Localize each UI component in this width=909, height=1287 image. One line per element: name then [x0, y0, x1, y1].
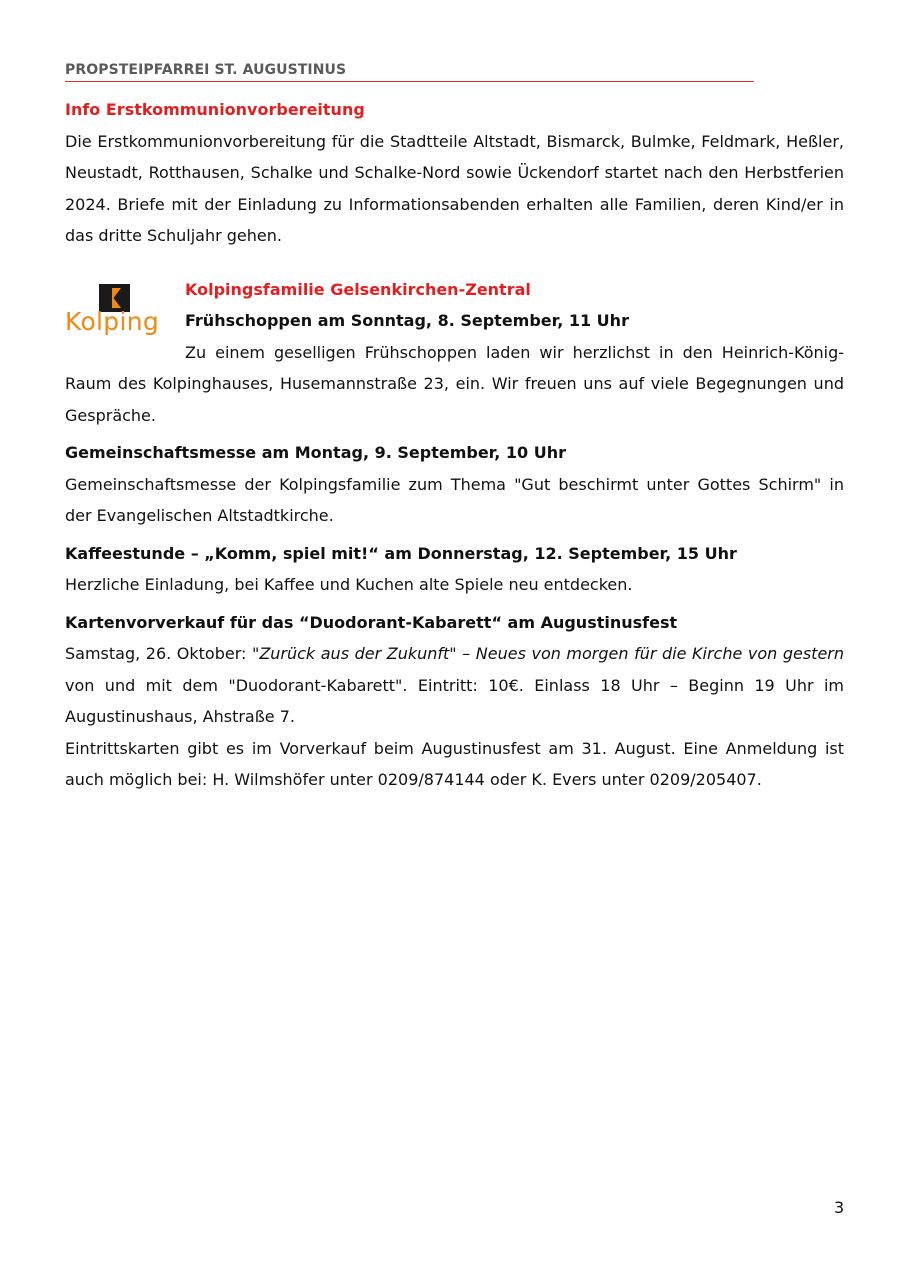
event-body-tickets: Eintrittskarten gibt es im Vorverkauf beim Augustinusfest am 31. August. Eine Anmeldung ist auch möglich bei: H. Wilmshöfer unter 0209/874144 oder K. Evers unter 0209/205407.	[65, 738, 844, 789]
event-body-gemeinschaftsmesse: Gemeinschaftsmesse der Kolpingsfamilie zum Thema "Gut beschirmt unter Gottes Schirm" in der Evangelischen Altstadtkirche.	[65, 474, 844, 525]
event-heading-kartenvorverkauf: Kartenvorverkauf für das “Duodorant-Kabarett“ am Augustinusfest	[65, 612, 678, 632]
kolping-logo-text: Kolping	[65, 306, 160, 336]
section-body-erstkommunion: Die Erstkommunionvorbereitung für die Stadtteile Altstadt, Bismarck, Bulmke, Feldmark, Heßler, Neustadt, Rotthausen, Schalke und Schalke-Nord sowie Ückendorf startet nach den Herbstferien 2024. Briefe mit der Einladung zu Informationsabenden erhalten alle Familien, deren Kind/er in das dritte Schuljahr gehen.	[65, 131, 844, 245]
kolping-logo	[65, 274, 185, 364]
section-title-erstkommunion: Info Erstkommunionvorbereitung	[65, 100, 365, 119]
event-body-suffix: von und mit dem "Duodorant-Kabarett". Eintritt: 10€. Einlass 18 Uhr – Beginn 19 Uhr im Augustinushaus, Ahstraße 7.	[65, 675, 844, 726]
kolping-section	[65, 274, 844, 432]
event-heading-fruehschoppen: Frühschoppen am Sonntag, 8. September, 11 Uhr	[185, 311, 629, 330]
kolping-title: Kolpingsfamilie Gelsenkirchen-Zentral	[185, 279, 531, 299]
event-body-kaffeestunde: Herzliche Einladung, bei Kaffee und Kuchen alte Spiele neu entdecken.	[65, 575, 633, 594]
page-header: PROPSTEIPFARREI ST. AUGUSTINUS	[65, 61, 754, 82]
event-heading-gemeinschaftsmesse: Gemeinschaftsmesse am Montag, 9. September, 10 Uhr	[65, 443, 566, 462]
main-content	[65, 94, 844, 796]
event-heading-kaffeestunde: Kaffeestunde – „Komm, spiel mit!“ am Donnerstag, 12. September, 15 Uhr	[65, 543, 737, 563]
event-body-italic-title: "Zurück aus der Zukunft" – Neues von morgen für die Kirche von gestern	[251, 644, 845, 663]
event-body-prefix: Samstag, 26. Oktober:	[65, 644, 252, 663]
event-body-fruehschoppen: Zu einem geselligen Frühschoppen laden wir herzlichst in den Heinrich-König-Raum des Kolpinghauses, Husemannstraße 23, ein. Wir freuen uns auf viele Begegnungen und Gespräche.	[65, 342, 844, 425]
page-number: 3	[834, 1198, 845, 1217]
event-body-kartenvorverkauf	[65, 638, 844, 733]
